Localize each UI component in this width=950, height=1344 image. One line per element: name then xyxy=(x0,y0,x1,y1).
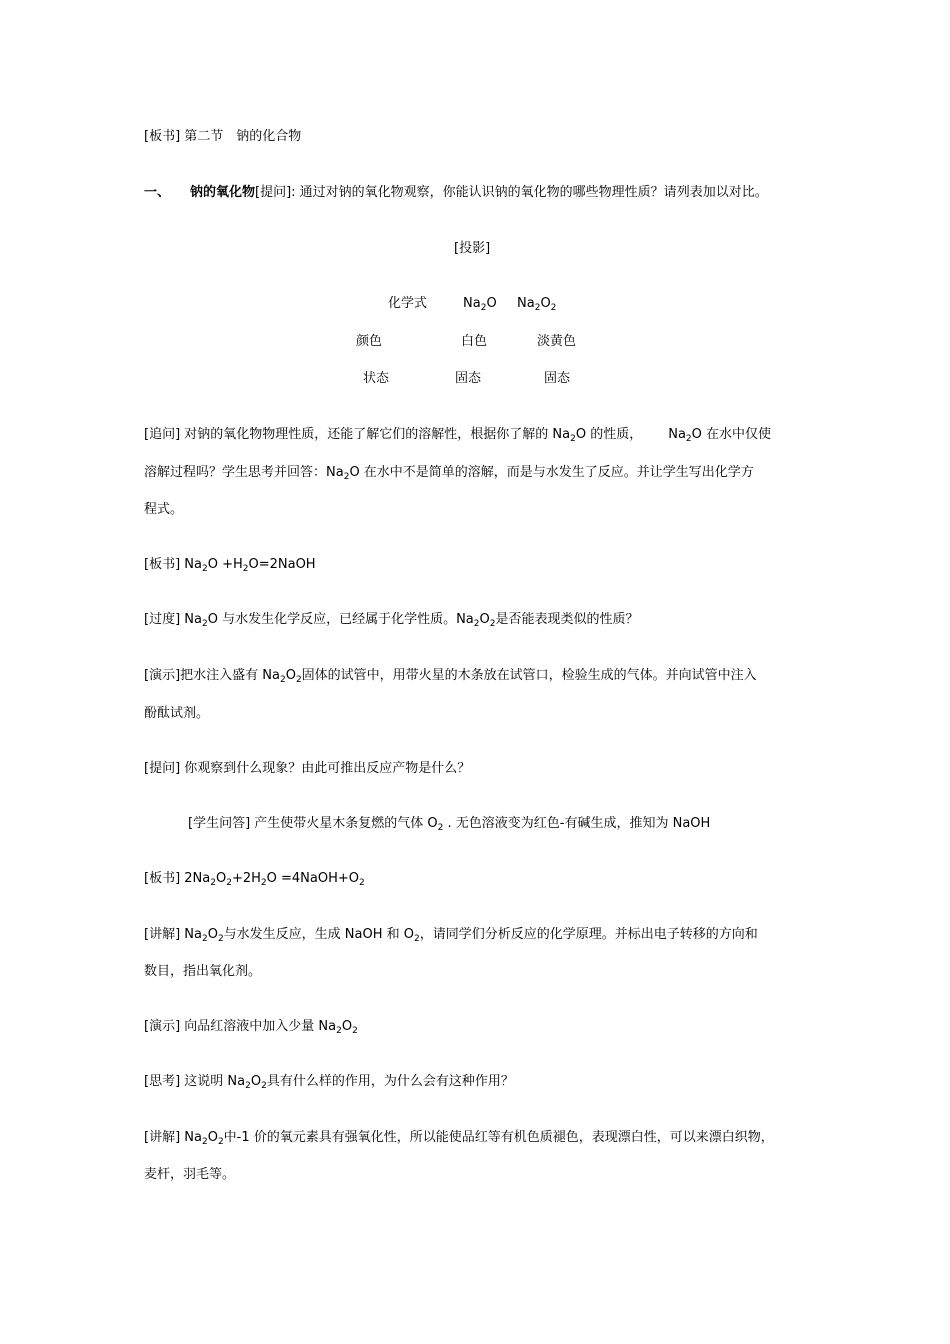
paragraph-explain-line1: [讲解] $Na_2O_2$与水发生反应，生成 NaOH 和 $O_2$，请同学们分析反应的化学原理。并标出电子转移的方向和 xyxy=(144,927,758,944)
table-header-na2o: $Na_2O$ xyxy=(463,296,497,313)
table-cell: 固态 xyxy=(455,371,482,386)
board-equation-2: [板书] $2Na_2O_2+2H_2O$ $=4NaOH+O_2$ xyxy=(144,871,365,888)
table-row-state-label: 状态 xyxy=(363,371,390,386)
paragraph-demo-2: [演示] 向品红溶液中加入少量 $Na_2O_2$ xyxy=(144,1019,358,1036)
paragraph-transition: [过度] $Na_2O$ 与水发生化学反应，已经属于化学性质。$Na_2O_2$是否能表现类似的性质？ xyxy=(144,612,639,629)
paragraph-explain-line2: 数目，指出氧化剂。 xyxy=(144,964,262,979)
paragraph-student-answer: [学生问答] 产生使带火星木条复燃的气体 $O_2$ . 无色溶液变为红色-有碱生成，推知为 NaOH xyxy=(188,816,711,833)
paragraph-followup-line3: 程式。 xyxy=(144,502,184,517)
paragraph-demo-line2: 酚酞试剂。 xyxy=(144,706,210,721)
table-row-color-label: 颜色 xyxy=(356,334,383,349)
paragraph-followup-line2: 溶解过程吗？学生思考并回答：$Na_2O$ 在水中不是简单的溶解，而是与水发生了反应。并让学生写出化学方 xyxy=(144,465,754,482)
table-cell: 淡黄色 xyxy=(537,334,577,349)
table-cell: 固态 xyxy=(544,371,571,386)
table-header-formula: 化学式 xyxy=(388,296,428,311)
section-title: 钠的氧化物 xyxy=(190,185,256,200)
paragraph-explain-2-line1: [讲解] $Na_2O_2$中-1 价的氧元素具有强氧化性，所以能使品红等有机色质褪色，表现漂白性，可以来漂白织物， xyxy=(144,1130,774,1147)
paragraph-question: [提问] 你观察到什么现象？由此可推出反应产物是什么？ xyxy=(144,761,471,776)
board-equation-1: [板书] $Na_2O$ $+H_2O=2NaOH$ xyxy=(144,557,316,574)
table-cell: 白色 xyxy=(461,334,488,349)
section-question: [提问]: 通过对钠的氧化物观察，你能认识钠的氧化物的哪些物理性质？请列表加以对比。 xyxy=(255,185,768,200)
paragraph-demo-line1: [演示]把水注入盛有 $Na_2O_2$固体的试管中，用带火星的木条放在试管口，检验生成的气体。并向试管中注入 xyxy=(144,668,757,685)
projection-label: [投影] xyxy=(454,241,491,256)
paragraph-followup-line1: [追问] 对钠的氧化物物理性质，还能了解它们的溶解性，根据你了解的 $Na_2O$ 的性质， $Na_2O$ 在水中仅使 xyxy=(144,427,772,444)
section-number: 一、 xyxy=(144,185,171,200)
board-heading: [板书] 第二节 钠的化合物 xyxy=(144,129,302,144)
section-1-line xyxy=(144,184,768,202)
paragraph-think: [思考] 这说明 $Na_2O_2$具有什么样的作用，为什么会有这种作用？ xyxy=(144,1074,514,1091)
table-header-na2o2: $Na_2O_2$ xyxy=(517,296,557,313)
paragraph-explain-2-line2: 麦杆，羽毛等。 xyxy=(144,1167,236,1182)
